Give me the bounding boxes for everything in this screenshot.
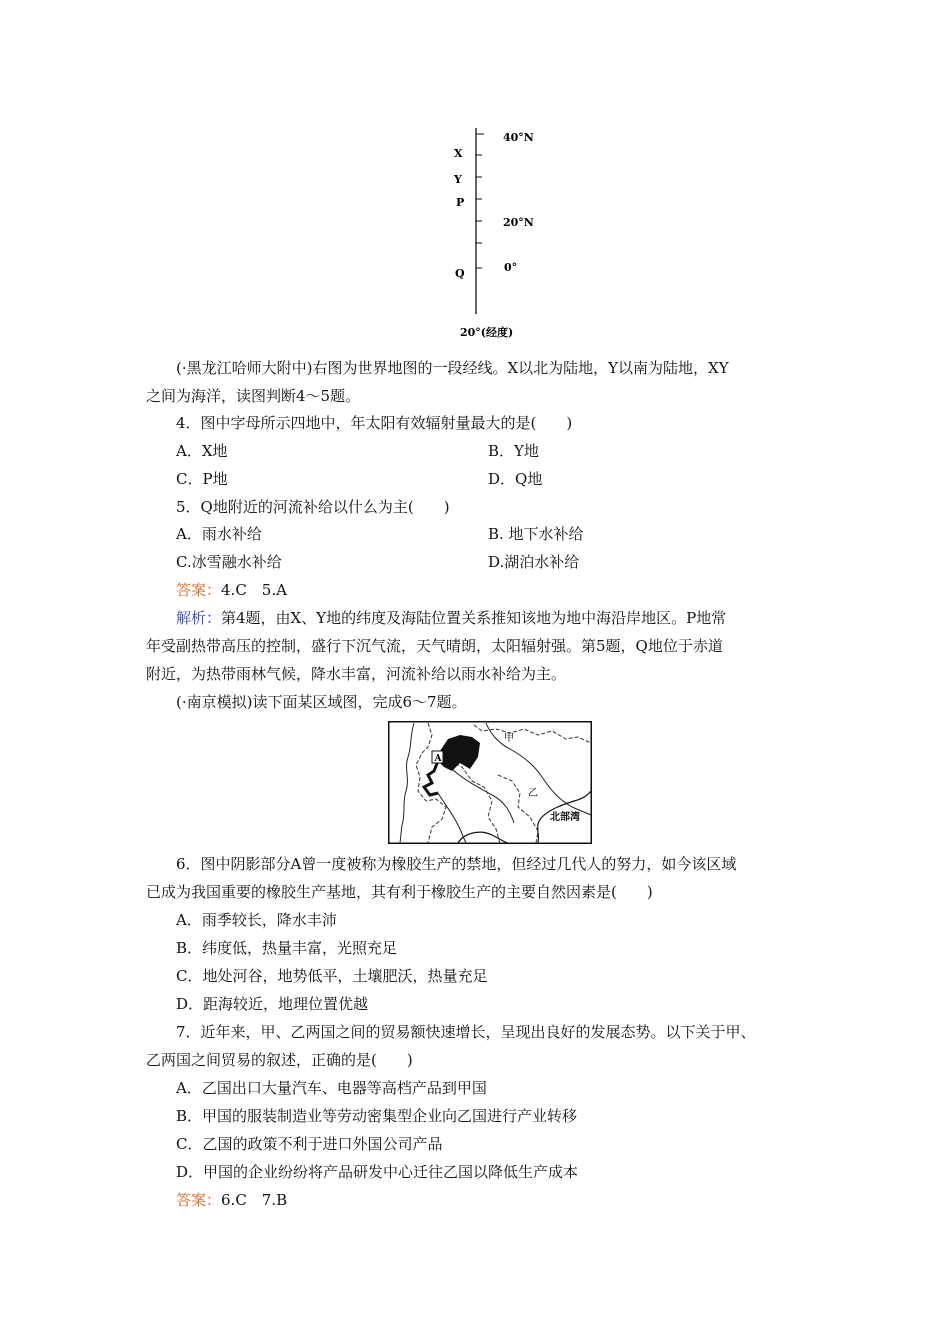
question-6-option-b: B．纬度低，热量丰富，光照充足 bbox=[176, 939, 398, 957]
label-q: Q bbox=[455, 267, 465, 280]
question-6-option-c: C．地处河谷，地势低平，土壤肥沃，热量充足 bbox=[176, 967, 488, 985]
question-5-stem: 5．Q地附近的河流补给以什么为主( ) bbox=[176, 498, 450, 516]
answer-label: 答案： bbox=[176, 581, 222, 599]
analysis-label: 解析： bbox=[176, 609, 222, 627]
label-p: P bbox=[456, 196, 465, 209]
label-x: X bbox=[454, 147, 463, 160]
question-5-option-c: C.冰雪融水补给 bbox=[176, 553, 282, 571]
question-7-stem: 7．近年来，甲、乙两国之间的贸易额快速增长，呈现出良好的发展态势。以下关于甲、 bbox=[176, 1023, 756, 1041]
intro-paragraph-line: 之间为海洋，读图判断4～5题。 bbox=[146, 387, 361, 405]
question-4-option-a: A．X地 bbox=[176, 442, 228, 460]
region-map-figure bbox=[388, 721, 592, 844]
meridian-figure bbox=[440, 122, 560, 347]
question-6-stem: 6．图中阴影部分A曾一度被称为橡胶生产的禁地，但经过几代人的努力，如今该区域 bbox=[176, 855, 737, 873]
question-7-option-b: B．甲国的服装制造业等劳动密集型企业向乙国进行产业转移 bbox=[176, 1107, 578, 1125]
map-frame bbox=[389, 722, 592, 844]
question-6-option-d: D．距海较近，地理位置优越 bbox=[176, 995, 369, 1013]
question-4-option-c: C．P地 bbox=[176, 470, 228, 488]
question-5-option-b: B. 地下水补给 bbox=[488, 525, 584, 543]
label-y: Y bbox=[454, 173, 462, 186]
question-5-option-a: A．雨水补给 bbox=[176, 525, 262, 543]
label-40n: 40°N bbox=[503, 131, 534, 144]
answer-text: 6.C 7.B bbox=[221, 1191, 288, 1209]
label-equator: 0° bbox=[504, 261, 518, 274]
label-bay: 北部湾 bbox=[550, 812, 580, 823]
analysis-line bbox=[176, 604, 726, 632]
intro-paragraph-line: (·南京模拟)读下面某区域图，完成6～7题。 bbox=[176, 693, 467, 711]
question-6-option-a: A．雨季较长，降水丰沛 bbox=[176, 911, 337, 929]
label-a: A bbox=[434, 754, 442, 764]
question-4-stem: 4．图中字母所示四地中，年太阳有效辐射量最大的是( ) bbox=[176, 414, 573, 432]
answer-line bbox=[176, 576, 287, 604]
analysis-text: 第4题，由X、Y地的纬度及海陆位置关系推知该地为地中海沿岸地区。P地常 bbox=[221, 609, 727, 627]
question-4-option-d: D．Q地 bbox=[488, 470, 543, 488]
question-7-stem: 乙两国之间贸易的叙述，正确的是( ) bbox=[146, 1051, 413, 1069]
answer-text: 4.C 5.A bbox=[221, 581, 287, 599]
question-7-option-c: C．乙国的政策不利于进口外国公司产品 bbox=[176, 1135, 443, 1153]
label-jia: 甲 bbox=[504, 733, 514, 744]
meridian-caption: 20°(经度) bbox=[460, 326, 514, 339]
question-7-option-d: D．甲国的企业纷纷将产品研发中心迁往乙国以降低生产成本 bbox=[176, 1163, 579, 1181]
answer-line bbox=[176, 1186, 287, 1214]
intro-paragraph-line: (·黑龙江哈师大附中)右图为世界地图的一段经线。X以北为陆地，Y以南为陆地，XY bbox=[176, 359, 729, 377]
label-yi: 乙 bbox=[528, 788, 538, 799]
label-20n: 20°N bbox=[503, 216, 534, 229]
analysis-line: 年受副热带高压的控制，盛行下沉气流，天气晴朗，太阳辐射强。第5题，Q地位于赤道 bbox=[146, 637, 723, 655]
question-6-stem: 已成为我国重要的橡胶生产基地，其有利于橡胶生产的主要自然因素是( ) bbox=[146, 883, 653, 901]
analysis-line: 附近，为热带雨林气候，降水丰富，河流补给以雨水补给为主。 bbox=[146, 665, 567, 683]
question-4-option-b: B．Y地 bbox=[488, 442, 539, 460]
question-7-option-a: A．乙国出口大量汽车、电器等高档产品到甲国 bbox=[176, 1079, 487, 1097]
question-5-option-d: D.湖泊水补给 bbox=[488, 553, 580, 571]
answer-label: 答案： bbox=[176, 1191, 222, 1209]
